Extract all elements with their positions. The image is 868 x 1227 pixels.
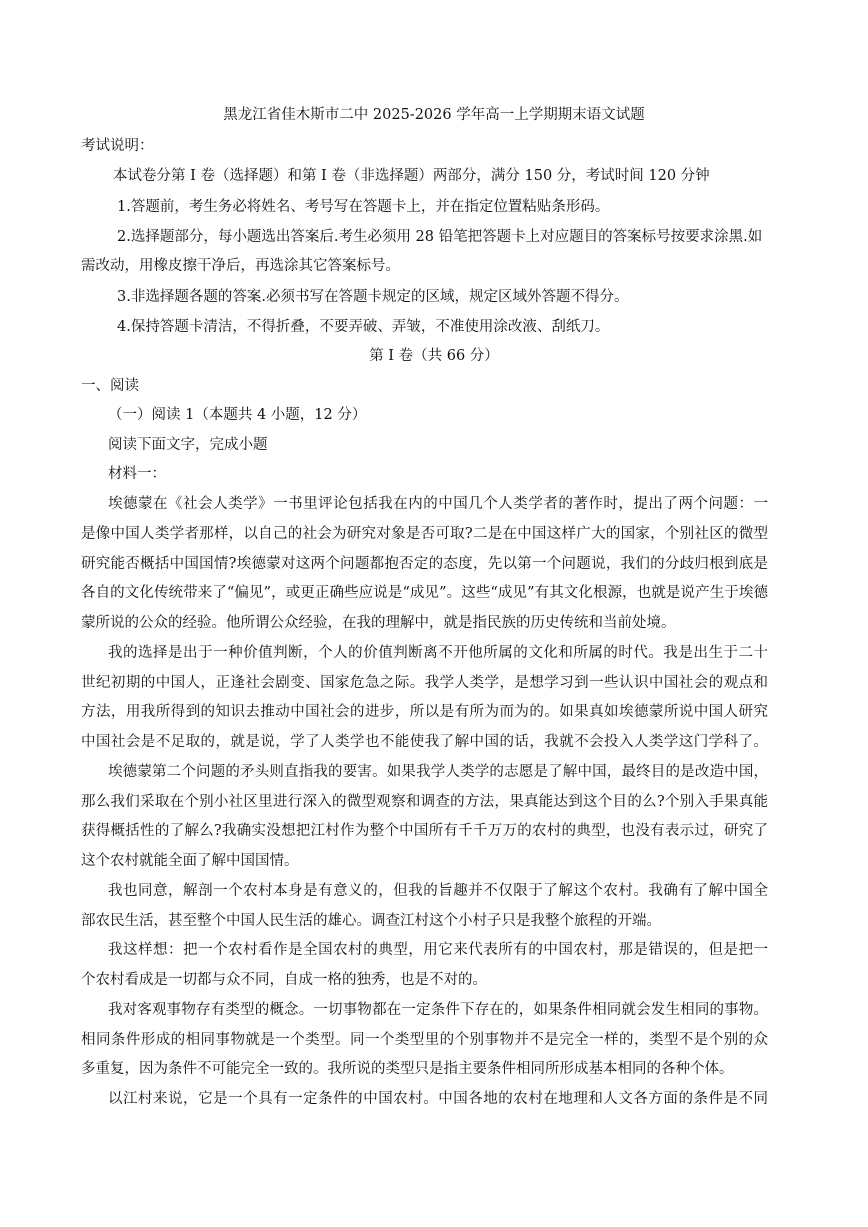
body-line: 部农民生活，甚至整个中国人民生活的雄心。调查江村这个小村子只是我整个旅程的开端。 <box>81 913 661 929</box>
body-line: 多重复，因为条件不可能完全一致的。我所说的类型只是指主要条件相同所形成基本相同的各种个体。 <box>81 1061 734 1077</box>
body-line: 蒙所说的公众的经验。他所谓公众经验，在我的理解中，就是指民族的历史传统和当前处境。 <box>81 615 676 631</box>
body-line: 获得概括性的了解么?我确实没想把江村作为整个中国所有千千万万的农村的典型，也没有表示过，研究了 <box>81 823 768 839</box>
body-line: 那么我们采取在个别小社区里进行深入的微型观察和调查的方法，果真能达到这个目的么?个别入手果真能 <box>81 794 768 810</box>
body-line: 研究能否概括中国国情?埃德蒙对这两个问题都抱否定的态度，先以第一个问题说，我们的分歧归根到底是 <box>81 556 768 572</box>
part-title: 第 I 卷（共 66 分） <box>369 348 499 364</box>
note-line: 1.答题前，考生务必将姓名、考号写在答题卡上，并在指定位置粘贴条形码。 <box>117 199 610 215</box>
body-line: 个农村看成是一切都与众不同，自成一格的独秀，也是不对的。 <box>81 972 487 988</box>
note-line: 本试卷分第 I 卷（选择题）和第 I 卷（非选择题）两部分，满分 150 分，考试时间 120 分钟 <box>113 168 710 184</box>
body-line: 我也同意，解剖一个农村本身是有意义的，但我的旨趣并不仅限于了解这个农村。我确有了解中国全 <box>108 883 768 899</box>
body-line: 埃德蒙第二个问题的矛头则直指我的要害。如果我学人类学的志愿是了解中国，最终目的是改造中国， <box>108 764 768 780</box>
page-title: 黑龙江省佳木斯市二中 2025-2026 学年高一上学期期末语文试题 <box>223 107 645 123</box>
body-line: 我的选择是出于一种价值判断，个人的价值判断离不开他所属的文化和所属的时代。我是出生于二十 <box>108 645 768 661</box>
body-line: 方法，用我所得到的知识去推动中国社会的进步，所以是有所为而为的。如果真如埃德蒙所说中国人研究 <box>81 704 768 720</box>
section-heading: 一、阅读 <box>81 378 139 394</box>
body-line: 埃德蒙在《社会人类学》一书里评论包括我在内的中国几个人类学者的著作时，提出了两个问题：一 <box>108 496 768 512</box>
note-line: 4.保持答题卡清洁，不得折叠，不要弄破、弄皱，不准使用涂改液、刮纸刀。 <box>117 319 610 335</box>
body-line: 中国社会是不足取的，就是说，学了人类学也不能使我了解中国的话，我就不会投入人类学这门学科了。 <box>81 734 768 750</box>
note-line: 2.选择题部分，每小题选出答案后.考生必须用 28 铅笔把答题卡上对应题目的答案标号按要求涂黑.如 <box>117 229 763 245</box>
body-line: 各自的文化传统带来了“偏见”，或更正确些应说是“成见”。这些“成见”有其文化根源，也就是说产生于埃德 <box>81 585 768 601</box>
note-line: 需改动，用橡皮擦干净后，再选涂其它答案标号。 <box>81 258 400 274</box>
notes-heading: 考试说明： <box>81 138 154 154</box>
subsection-heading: （一）阅读 1（本题共 4 小题，12 分） <box>108 407 367 423</box>
body-line: 世纪初期的中国人，正逢社会剧变、国家危急之际。我学人类学，是想学习到一些认识中国社会的观点和 <box>81 675 768 691</box>
body-line: 相同条件形成的相同事物就是一个类型。同一个类型里的个别事物并不是完全一样的，类型不是个别的众 <box>81 1032 768 1048</box>
body-line: 我这样想：把一个农村看作是全国农村的典型，用它来代表所有的中国农村，那是错误的，但是把一 <box>108 942 768 958</box>
body-line: 是像中国人类学者那样，以自己的社会为研究对象是否可取?二是在中国这样广大的国家，个别社区的微型 <box>81 526 768 542</box>
note-line: 3.非选择题各题的答案.必须书写在答题卡规定的区域，规定区域外答题不得分。 <box>117 289 629 305</box>
body-line: 以江村来说，它是一个具有一定条件的中国农村。中国各地的农村在地理和人文各方面的条件是不同 <box>108 1091 768 1107</box>
body-line: 我对客观事物存有类型的概念。一切事物都在一定条件下存在的，如果条件相同就会发生相同的事物。 <box>108 1002 768 1018</box>
material-label: 材料一： <box>108 466 166 482</box>
body-line: 这个农村就能全面了解中国国情。 <box>81 853 299 869</box>
instruction: 阅读下面文字，完成小题 <box>108 437 268 453</box>
